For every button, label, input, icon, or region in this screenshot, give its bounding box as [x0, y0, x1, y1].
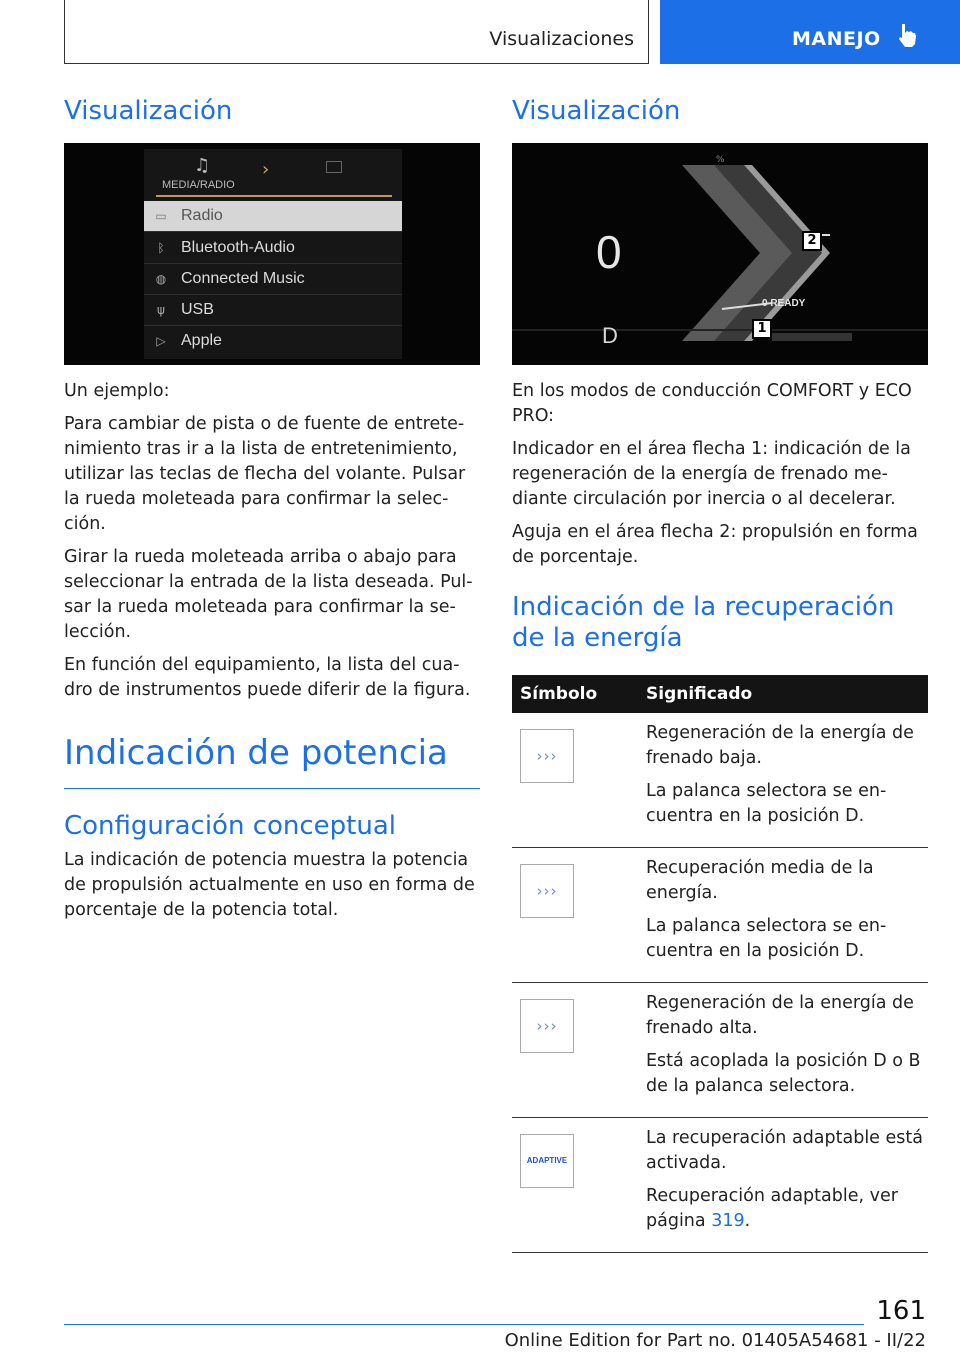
col-symbol-header: Símbolo [512, 675, 642, 713]
speed-readout: 0 [596, 226, 622, 279]
header-section-box [64, 0, 649, 64]
adaptive-icon: ADAPTIVE [520, 1134, 574, 1188]
energy-table [512, 675, 928, 1253]
menu-item-connected-music[interactable] [144, 264, 402, 295]
paragraph: En los modos de conducción COMFORT y ECO PRO: [512, 381, 912, 427]
bluetooth-icon: ᛒ [157, 241, 165, 256]
menu-item-label: Connected Music [181, 270, 305, 288]
header-chapter-tab[interactable] [660, 0, 960, 64]
callout-2: 2 [802, 231, 822, 251]
paragraph: En función del equipamiento, la lista del cua‐ dro de instrumentos puede diferir de la figura. [64, 655, 471, 701]
percent-label: % [716, 155, 725, 166]
play-icon: ▷ [156, 334, 166, 349]
gear-readout: D [602, 323, 618, 349]
row-text [646, 1184, 928, 1234]
menu-item-usb[interactable] [144, 295, 402, 326]
regen-low-icon: ››› [520, 729, 574, 783]
power-gauge-figure [512, 143, 928, 365]
concept-heading: Configuración conceptual [64, 810, 396, 841]
paragraph: Indicador en el área flecha 1: indicación de la regeneración de la energía de frenado me‐ diante circulación por inercia o al decelerar. [512, 439, 911, 510]
regen-high-icon: ››› [520, 999, 574, 1053]
table-row [512, 713, 928, 848]
chevron-right-icon: › [262, 159, 270, 181]
paragraph: La indicación de potencia muestra la potencia de propulsión actualmente en uso en forma de porcentaje de la potencia total. [64, 850, 475, 921]
folder-icon [326, 161, 342, 173]
row-text: Regeneración de la energía de frenado baja. [646, 722, 914, 768]
left-heading: Visualización [64, 96, 233, 126]
menu-item-label: USB [181, 301, 214, 319]
row-text: La recuperación adaptable está activada. [646, 1127, 923, 1173]
power-gauge-graphic [512, 143, 928, 365]
radio-icon: ▭ [155, 209, 167, 224]
header-chapter-title: MANEJO [792, 28, 881, 50]
ready-label: 0 READY [762, 298, 806, 310]
usb-icon: ψ [157, 303, 165, 318]
media-menu-title: MEDIA/RADIO [162, 179, 235, 192]
paragraph: Aguja en el área flecha 2: propulsión en forma de porcentaje. [512, 522, 918, 568]
pointing-hand-icon [896, 22, 918, 48]
right-column [512, 96, 928, 1253]
col-meaning-header: Significado [642, 675, 928, 713]
table-row [512, 1117, 928, 1252]
row-text: Recuperación media de la energía. [646, 857, 874, 903]
row-text: Está acoplada la posición D o B de la palanca selectora. [646, 1050, 921, 1096]
menu-item-label: Radio [181, 207, 223, 225]
media-menu-header [144, 149, 402, 197]
callout-1: 1 [752, 319, 772, 339]
paragraph: Para cambiar de pista o de fuente de entrete‐ nimiento tras ir a la lista de entretenimiento, utilizar las teclas de flecha del volante. Pulsar la rueda moleteada para confirmar la selec‐ ción. [64, 414, 466, 535]
footer-divider [64, 1324, 864, 1325]
table-header-row [512, 675, 928, 713]
paragraph: Un ejemplo: [64, 381, 170, 402]
row-text: Regeneración de la energía de frenado alta. [646, 992, 914, 1038]
section-title: Indicación de potencia [64, 733, 480, 789]
globe-icon: ◍ [155, 272, 167, 287]
page-number: 161 [876, 1296, 926, 1326]
right-heading: Visualización [512, 96, 681, 126]
left-column [64, 96, 480, 931]
music-note-icon: ♫ [194, 155, 211, 177]
media-menu-panel [144, 149, 402, 359]
row-text-ref: Recuperación adaptable, ver página [646, 1185, 898, 1231]
footer-edition: Online Edition for Part no. 01405A54681 - II/22 [504, 1330, 926, 1351]
menu-underline [156, 195, 392, 197]
menu-item-apple[interactable] [144, 326, 402, 357]
menu-item-label: Bluetooth-Audio [181, 239, 295, 257]
paragraph: Girar la rueda moleteada arriba o abajo para seleccionar la entrada de la lista deseada. Pul‐ sar la rueda moleteada para confirmar la se‐ lección. [64, 547, 473, 643]
row-text: La palanca selectora se en‐ cuentra en la posición D. [646, 915, 887, 961]
media-menu-figure [64, 143, 480, 365]
table-row [512, 982, 928, 1117]
row-text-suffix: . [744, 1210, 751, 1231]
menu-item-radio[interactable] [144, 201, 402, 232]
table-row [512, 847, 928, 982]
header-section-title: Visualizaciones [489, 28, 634, 50]
energy-heading: Indicación de la recuperación de la energía [512, 592, 895, 654]
menu-item-bluetooth[interactable] [144, 233, 402, 264]
regen-medium-icon: ››› [520, 864, 574, 918]
menu-item-label: Apple [181, 332, 222, 350]
page-link[interactable]: 319 [711, 1210, 745, 1231]
row-text: La palanca selectora se en‐ cuentra en la posición D. [646, 780, 887, 826]
